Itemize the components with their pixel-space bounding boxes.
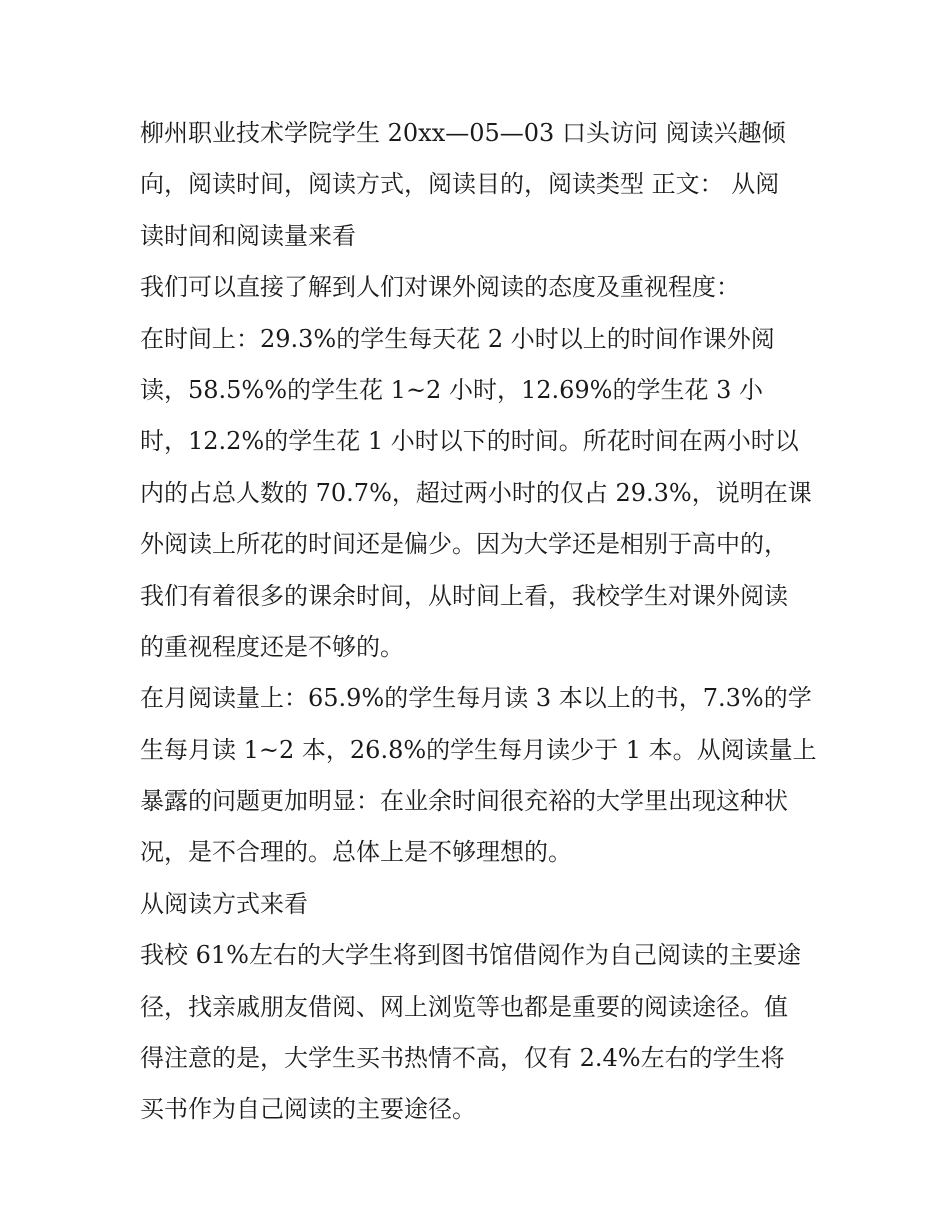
text-line: 向，阅读时间，阅读方式，阅读目的，阅读类型 正文： 从阅 — [140, 170, 780, 199]
text-line: 在月阅读量上：65.9%的学生每月读 3 本以上的书，7.3%的学 — [140, 684, 812, 713]
text-line: 我们有着很多的课余时间，从时间上看，我校学生对课外阅读 — [140, 581, 788, 610]
text-line: 从阅读方式来看 — [140, 889, 308, 918]
text-line: 得注意的是，大学生买书热情不高，仅有 2.4%左右的学生将 — [140, 1044, 785, 1073]
text-line: 的重视程度还是不够的。 — [140, 632, 404, 661]
text-line: 暴露的问题更加明显：在业余时间很充裕的大学里出现这种状 — [140, 787, 788, 816]
text-line: 外阅读上所花的时间还是偏少。因为大学还是相别于高中的， — [140, 530, 788, 559]
text-line: 读，58.5%%的学生花 1~2 小时，12.69%的学生花 3 小 — [140, 375, 763, 404]
text-line: 我们可以直接了解到人们对课外阅读的态度及重视程度： — [140, 273, 740, 302]
text-line: 柳州职业技术学院学生 20xx—05—03 口头访问 阅读兴趣倾 — [140, 119, 786, 147]
document-body — [140, 108, 820, 1136]
text-line: 生每月读 1~2 本，26.8%的学生每月读少于 1 本。从阅读量上 — [140, 735, 817, 764]
text-line: 内的占总人数的 70.7%，超过两小时的仅占 29.3%，说明在课 — [140, 478, 812, 507]
text-line: 读时间和阅读量来看 — [140, 221, 356, 250]
text-line: 在时间上：29.3%的学生每天花 2 小时以上的时间作课外阅 — [140, 324, 775, 353]
text-line: 径，找亲戚朋友借阅、网上浏览等也都是重要的阅读途径。值 — [140, 992, 788, 1021]
text-line: 况，是不合理的。总体上是不够理想的。 — [140, 838, 572, 867]
text-line: 时，12.2%的学生花 1 小时以下的时间。所花时间在两小时以 — [140, 427, 799, 456]
text-line: 买书作为自己阅读的主要途径。 — [140, 1095, 476, 1124]
text-line: 我校 61%左右的大学生将到图书馆借阅作为自己阅读的主要途 — [140, 941, 801, 970]
